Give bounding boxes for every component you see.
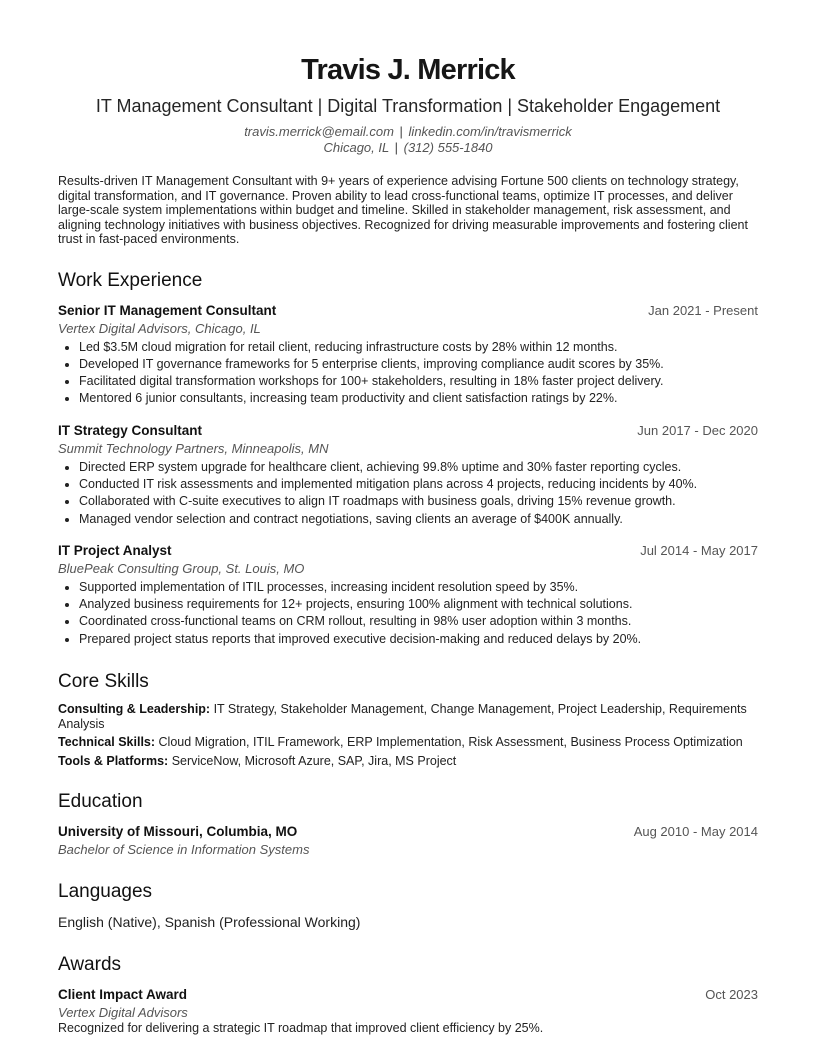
job-entry [58, 542, 758, 648]
job-dates: Jun 2017 - Dec 2020 [637, 422, 758, 438]
job-company: BluePeak Consulting Group, St. Louis, MO [58, 560, 305, 576]
award-title: Client Impact Award [58, 987, 188, 1003]
phone-text: (312) 555-1840 [403, 140, 493, 155]
awards-list [58, 986, 758, 1035]
job-title: IT Strategy Consultant [58, 422, 203, 438]
job-dates: Jul 2014 - May 2017 [640, 542, 758, 558]
job-bullet: • Directed ERP system upgrade for healthcare client, achieving 99.8% uptime and 30% faster reporting cycles. [79, 459, 758, 476]
experience-list [58, 302, 758, 649]
job-bullet: • Coordinated cross-functional teams on CRM rollout, resulting in 98% user adoption within 3 months. [79, 613, 758, 630]
skills-list [58, 702, 758, 768]
job-company: Vertex Digital Advisors, Chicago, IL [58, 320, 261, 336]
job-bullet: • Collaborated with C-suite executives to align IT roadmaps with business goals, driving 15% revenue growth. [79, 493, 758, 510]
education-dates: Aug 2010 - May 2014 [633, 824, 758, 840]
skill-category: Consulting & Leadership: [58, 702, 211, 717]
candidate-name: Travis J. Merrick [301, 54, 515, 86]
skill-line [58, 702, 758, 731]
section-title-skills: Core Skills [58, 671, 149, 693]
skill-line [58, 754, 758, 769]
job-bullet: • Conducted IT risk assessments and implemented mitigation plans across 4 projects, reducing incidents by 40%. [79, 476, 758, 493]
job-header [58, 422, 758, 440]
job-bullet: • Managed vendor selection and contract negotiations, saving clients an average of $400K annually. [79, 511, 758, 528]
skill-values: IT Strategy, Stakeholder Management, Change Management, Project Leadership, Requirements Analysis [58, 702, 747, 731]
professional-summary: Results-driven IT Management Consultant with 9+ years of experience advising Fortune 500 clients on technology strategy, digital transformation, and IT governance. Proven ability to lead cross-functional teams, optimize IT processes, and deliver large-scale system implementations within budget and timeline. Skilled in stakeholder management, risk assessment, and aligning technology initiatives with business objectives. Recognized for driving measurable improvements and fostering client trust in fast-paced environments. [58, 174, 748, 246]
job-bullet: • Developed IT governance frameworks for 5 enterprise clients, improving compliance audit scores by 35%. [79, 356, 758, 373]
award-header [58, 986, 758, 1004]
education-entry [58, 823, 758, 858]
contact-separator: | [399, 124, 403, 139]
section-title-education: Education [58, 791, 143, 813]
job-company: Summit Technology Partners, Minneapolis, MN [58, 440, 329, 456]
section-title-languages: Languages [58, 881, 153, 903]
job-bullet: • Analyzed business requirements for 12+ projects, ensuring 100% alignment with technical solutions. [79, 596, 758, 613]
job-entry [58, 302, 758, 408]
job-bullet: • Prepared project status reports that improved executive decision-making and reduced delays by 20%. [79, 631, 758, 648]
location-text: Chicago, IL [323, 140, 389, 155]
job-header [58, 302, 758, 320]
professional-headline: IT Management Consultant | Digital Transformation | Stakeholder Engagement [95, 96, 721, 116]
contact-line-2 [58, 140, 758, 156]
award-description: Recognized for delivering a strategic IT roadmap that improved client efficiency by 25%. [58, 1021, 544, 1036]
job-bullets [58, 579, 758, 648]
job-dates: Jan 2021 - Present [648, 302, 758, 318]
job-bullets [58, 459, 758, 528]
skill-values: ServiceNow, Microsoft Azure, SAP, Jira, MS Project [171, 753, 457, 768]
job-bullet: • Mentored 6 junior consultants, increasing team productivity and client satisfaction ratings by 22%. [79, 390, 758, 407]
award-date: Oct 2023 [705, 987, 758, 1003]
award-organization: Vertex Digital Advisors [58, 1005, 188, 1021]
school-name: University of Missouri, Columbia, MO [58, 824, 298, 840]
degree-name: Bachelor of Science in Information Systems [58, 842, 310, 858]
job-bullet: • Led $3.5M cloud migration for retail client, reducing infrastructure costs by 28% within 12 months. [79, 339, 758, 356]
job-header [58, 542, 758, 560]
award-entry [58, 986, 758, 1035]
job-bullet: • Supported implementation of ITIL processes, increasing incident resolution speed by 35%. [79, 579, 758, 596]
contact-info [58, 124, 758, 156]
contact-line-1 [58, 124, 758, 140]
job-title: IT Project Analyst [58, 542, 172, 558]
job-title: Senior IT Management Consultant [58, 302, 277, 318]
skill-category: Technical Skills: [58, 735, 156, 750]
resume-page [58, 52, 758, 1035]
languages-text: English (Native), Spanish (Professional Working) [58, 914, 361, 931]
job-bullets [58, 339, 758, 408]
skill-values: Cloud Migration, ITIL Framework, ERP Implementation, Risk Assessment, Business Process Optimization [158, 735, 743, 750]
job-entry [58, 422, 758, 528]
skill-category: Tools & Platforms: [58, 753, 169, 768]
contact-separator: | [394, 140, 398, 155]
skill-line [58, 735, 758, 750]
linkedin-link[interactable]: linkedin.com/in/travismerrick [408, 124, 572, 139]
section-title-awards: Awards [58, 954, 122, 976]
section-title-experience: Work Experience [58, 269, 203, 291]
email-link[interactable]: travis.merrick@email.com [244, 124, 394, 139]
job-bullet: • Facilitated digital transformation workshops for 100+ stakeholders, resulting in 18% faster project delivery. [79, 373, 758, 390]
